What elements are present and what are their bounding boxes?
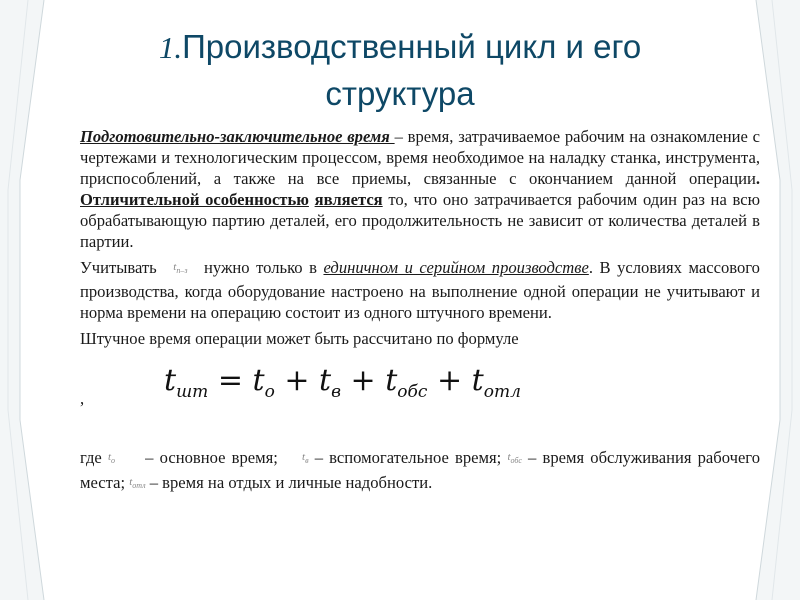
formula-intro-text: Штучное время операции может быть рассчитано по формуле [80,329,519,349]
title-line-2: структура [325,75,475,112]
list-item-formula [60,363,760,416]
list-item-legend [60,447,760,496]
slide-title [60,24,740,117]
slide-body [60,126,760,501]
feature-text: то, что оно затрачивается рабочим один раз на всю обрабатывающую партию деталей, его продолжительность не зависит от количества деталей в партии. [80,190,760,251]
feature-phrase: Отличительной особенностью [80,190,309,209]
legend-service-time: – время обслуживания рабочего места; [80,448,761,492]
sentence-dot: . [755,169,760,188]
title-line-1 [60,24,740,71]
legend-aux-time: – вспомогательное время; [308,448,508,468]
list-item-formula-intro [60,328,760,349]
accounting-rest: . В условиях массового производства, когда оборудование настроено на выполнение одной операции не учитывают и норма времени на операцию состоит из одного штучного времени. [80,258,760,323]
title-number: 1. [158,30,183,65]
symbol-t-obs: $t_{обс}$ [507,451,522,466]
list-item-preparatory-time [60,126,760,252]
term-preparatory-time: Подготовительно-заключительное время [80,127,395,146]
symbol-t-pz: $t_{п-з}$ [173,261,188,276]
accounting-start: Учитывать [80,258,157,277]
title-text-1: Производственный цикл и его [182,28,642,65]
legend-where: где [80,448,108,468]
symbol-t-o: $t_о$ [107,451,116,466]
list-item-empty [60,421,760,442]
list-item-accounting [60,257,760,323]
legend-rest-time: – время на отдых и личные надобности. [145,472,433,492]
formula-comma: , [80,389,85,409]
legend-main-time: – основное время; [139,448,285,468]
symbol-t-otl: $t_{отл}$ [129,475,146,490]
is-phrase: является [314,190,383,209]
piece-time-formula: $t_{шт} = t_о + t_в + t_{обс} + t_{отл}$ [164,363,521,403]
left-decorative-frame [0,0,60,600]
definition-text: – время, затрачиваемое рабочим на ознакомление с чертежами и технологическим процессом, время необходимое на наладку станка, инструмента, приспособлений, а также на все приемы, связанные с окончанием данной операции [80,127,760,188]
accounting-mid: нужно только в [197,258,324,277]
symbol-t-v: $t_в$ [302,451,309,466]
production-type-phrase: единичном и серийном производстве [323,258,589,277]
